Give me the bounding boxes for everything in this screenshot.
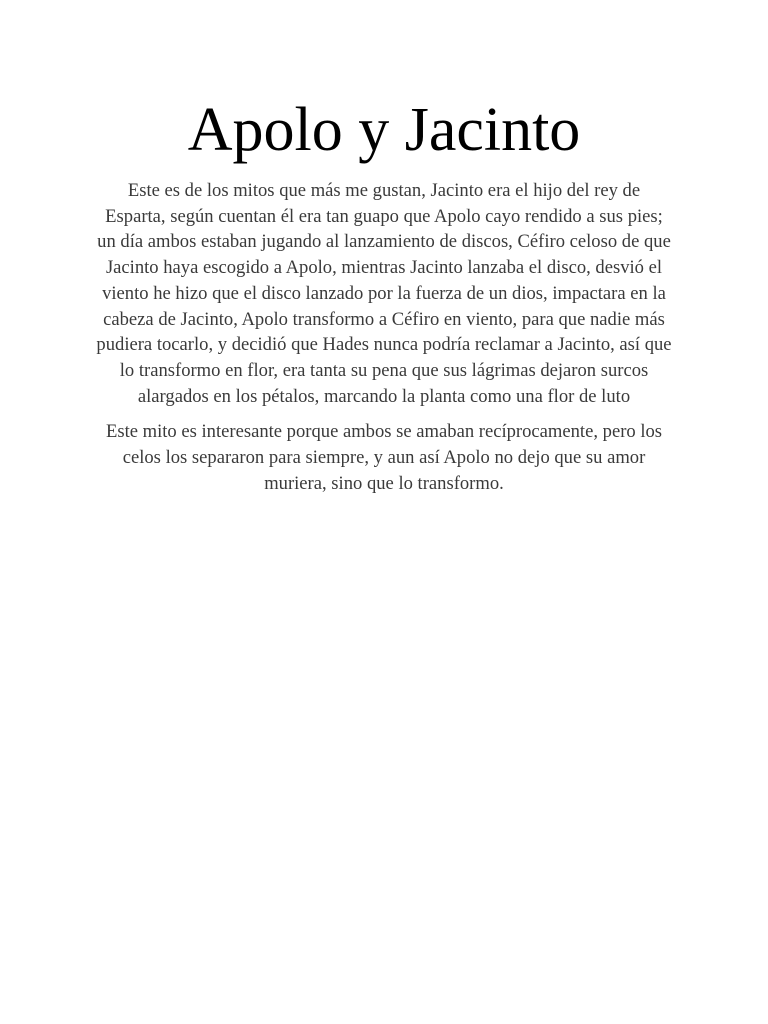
document-title: Apolo y Jacinto	[187, 96, 581, 164]
paragraph-2: Este mito es interesante porque ambos se amaban recíprocamente, pero los celos los separaron para siempre, y aun así Apolo no dejo que su amor muriera, sino que lo transformo.	[105, 421, 663, 494]
paragraph-1: Este es de los mitos que más me gustan, Jacinto era el hijo del rey de Esparta, según cuentan él era tan guapo que Apolo cayo rendido a sus pies; un día ambos estaban jugando al lanzamiento de discos, Céfiro celoso de que Jacinto haya escogido a Apolo, mientras Jacinto lanzaba el disco, desvió el viento he hizo que el disco lanzado por la fuerza de un dios, impactara en la cabeza de Jacinto, Apolo transformo a Céfiro en viento, para que nadie más pudiera tocarlo, y decidió que Hades nunca podría reclamar a Jacinto, así que lo transformo en flor, era tanta su pena que sus lágrimas dejaron surcos alargados en los pétalos, marcando la planta como una flor de luto	[96, 180, 672, 407]
document-body	[96, 178, 672, 496]
